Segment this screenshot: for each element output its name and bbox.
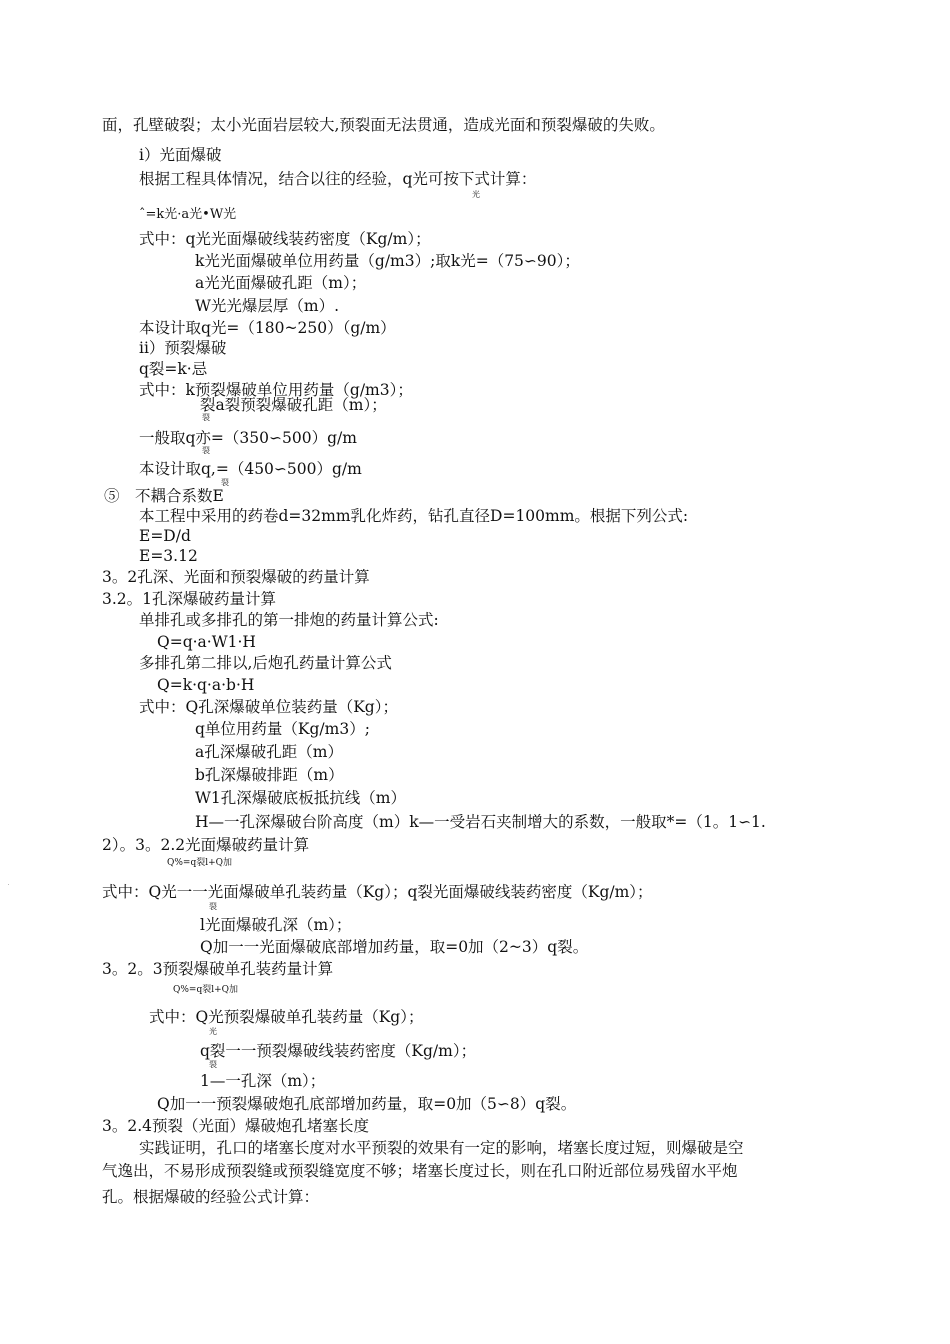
text-line: a孔深爆破孔距（m） (195, 743, 343, 761)
paragraph-line: 实践证明，孔口的堵塞长度对水平预裂的效果有一定的影响，堵塞长度过短，则爆破是空 (139, 1139, 744, 1157)
text-line: 式中：Q孔深爆破单位装药量（Kg）； (139, 698, 398, 716)
formula-line: ˆ=k光·a光•W光 (139, 207, 237, 222)
formula-line: Q=k·q·a·b·H (157, 676, 255, 694)
text-line: W1孔深爆破底板抵抗线（m） (195, 789, 406, 807)
subscript-fragment: 裂 (209, 902, 217, 911)
text-line: 本设计取q光=（180~250）（g/m） (139, 319, 396, 337)
subscript-fragment: 裂 (209, 1060, 217, 1069)
text-line: W光光爆层厚（m）. (195, 297, 340, 315)
section-heading: 3。2。3预裂爆破单孔装药量计算 (102, 960, 334, 978)
formula-line: E=3.12 (139, 547, 198, 565)
text-line: l光面爆破孔深（m）； (200, 916, 352, 934)
text-line: 根据工程具体情况，结合以往的经验，q光可按下式计算： (139, 170, 537, 188)
text-line: 本设计取q,=（450∽500）g/m (139, 460, 362, 478)
text-line: 多排孔第二排以,后炮孔药量计算公式 (139, 654, 392, 672)
text-line: 裂a裂预裂爆破孔距（m）； (200, 396, 387, 414)
section-heading: 3.2。1孔深爆破药量计算 (102, 590, 277, 608)
formula-line: Q%=q裂l+Q加 (173, 985, 239, 995)
paragraph-line: 气逸出，不易形成预裂缝或预裂缝宽度不够；堵塞长度过长，则在孔口附近部位易残留水平炮 (102, 1162, 738, 1180)
section-heading: ii）预裂爆破 (139, 339, 227, 357)
text-line: q裂一一预裂爆破线装药密度（Kg/m）； (200, 1042, 477, 1060)
text-line: 本工程中采用的药卷d=32mm乳化炸药，钻孔直径D=100mm。根据下列公式: (139, 507, 689, 525)
section-heading: i）光面爆破 (139, 146, 222, 164)
section-heading: 2）。3。2.2光面爆破药量计算 (102, 836, 310, 854)
formula-line: q裂=k·忌 (139, 360, 208, 378)
text-line: 单排孔或多排孔的第一排炮的药量计算公式: (139, 611, 439, 629)
subscript-fragment: 光 (209, 1027, 217, 1036)
text-line: q单位用药量（Kg/m3）; (195, 720, 370, 738)
text-line: b孔深爆破排距（m） (195, 766, 344, 784)
text-line: H—一孔深爆破台阶高度（m）k—一受岩石夹制增大的系数，一般取*=（1。1∽1. (195, 813, 766, 831)
paragraph-line: 孔。根据爆破的经验公式计算： (102, 1188, 320, 1206)
text-line: 面，孔壁破裂；太小光面岩层较大,预裂面无法贯通，造成光面和预裂爆破的失败。 (102, 116, 665, 134)
text-line: Q加一一预裂爆破炮孔底部增加药量，取=0加（5∽8）q裂。 (157, 1095, 577, 1113)
section-heading: 3。2孔深、光面和预裂爆破的药量计算 (102, 568, 370, 586)
text-line: k光光面爆破单位用药量（g/m3）;取k光=（75∽90）； (195, 252, 580, 270)
subscript-fragment: 光 (472, 190, 480, 199)
formula-line: Q%=q裂l+Q加 (167, 858, 233, 868)
text-line: 式中：q光光面爆破线装药密度（Kg/m）； (139, 230, 431, 248)
section-heading: ⑤ 不耦合系数E (104, 487, 224, 505)
subscript-fragment: 裂 (202, 413, 210, 422)
formula-line: E=D/d (139, 527, 191, 545)
text-line: a光光面爆破孔距（m）； (195, 274, 367, 292)
subscript-fragment: 裂 (221, 478, 229, 487)
text-line: 一般取q亦=（350∽500）g/m (139, 429, 357, 447)
section-heading: 3。2.4预裂（光面）爆破炮孔堵塞长度 (102, 1117, 370, 1135)
text-line: 式中：Q光一一光面爆破单孔装药量（Kg）；q裂光面爆破线装药密度（Kg/m）； (102, 883, 653, 901)
formula-line: Q=q·a·W1·H (157, 633, 256, 651)
scan-dot (8, 884, 9, 885)
text-line: 式中：k预裂爆破单位用药量（g/m3）； (139, 381, 413, 399)
text-line: 1—一孔深（m）； (200, 1072, 326, 1090)
text-line: Q加一一光面爆破底部增加药量，取=0加（2~3）q裂。 (200, 938, 589, 956)
text-line: 式中：Q光预裂爆破单孔装药量（Kg）； (149, 1008, 424, 1026)
subscript-fragment: 裂 (202, 446, 210, 455)
